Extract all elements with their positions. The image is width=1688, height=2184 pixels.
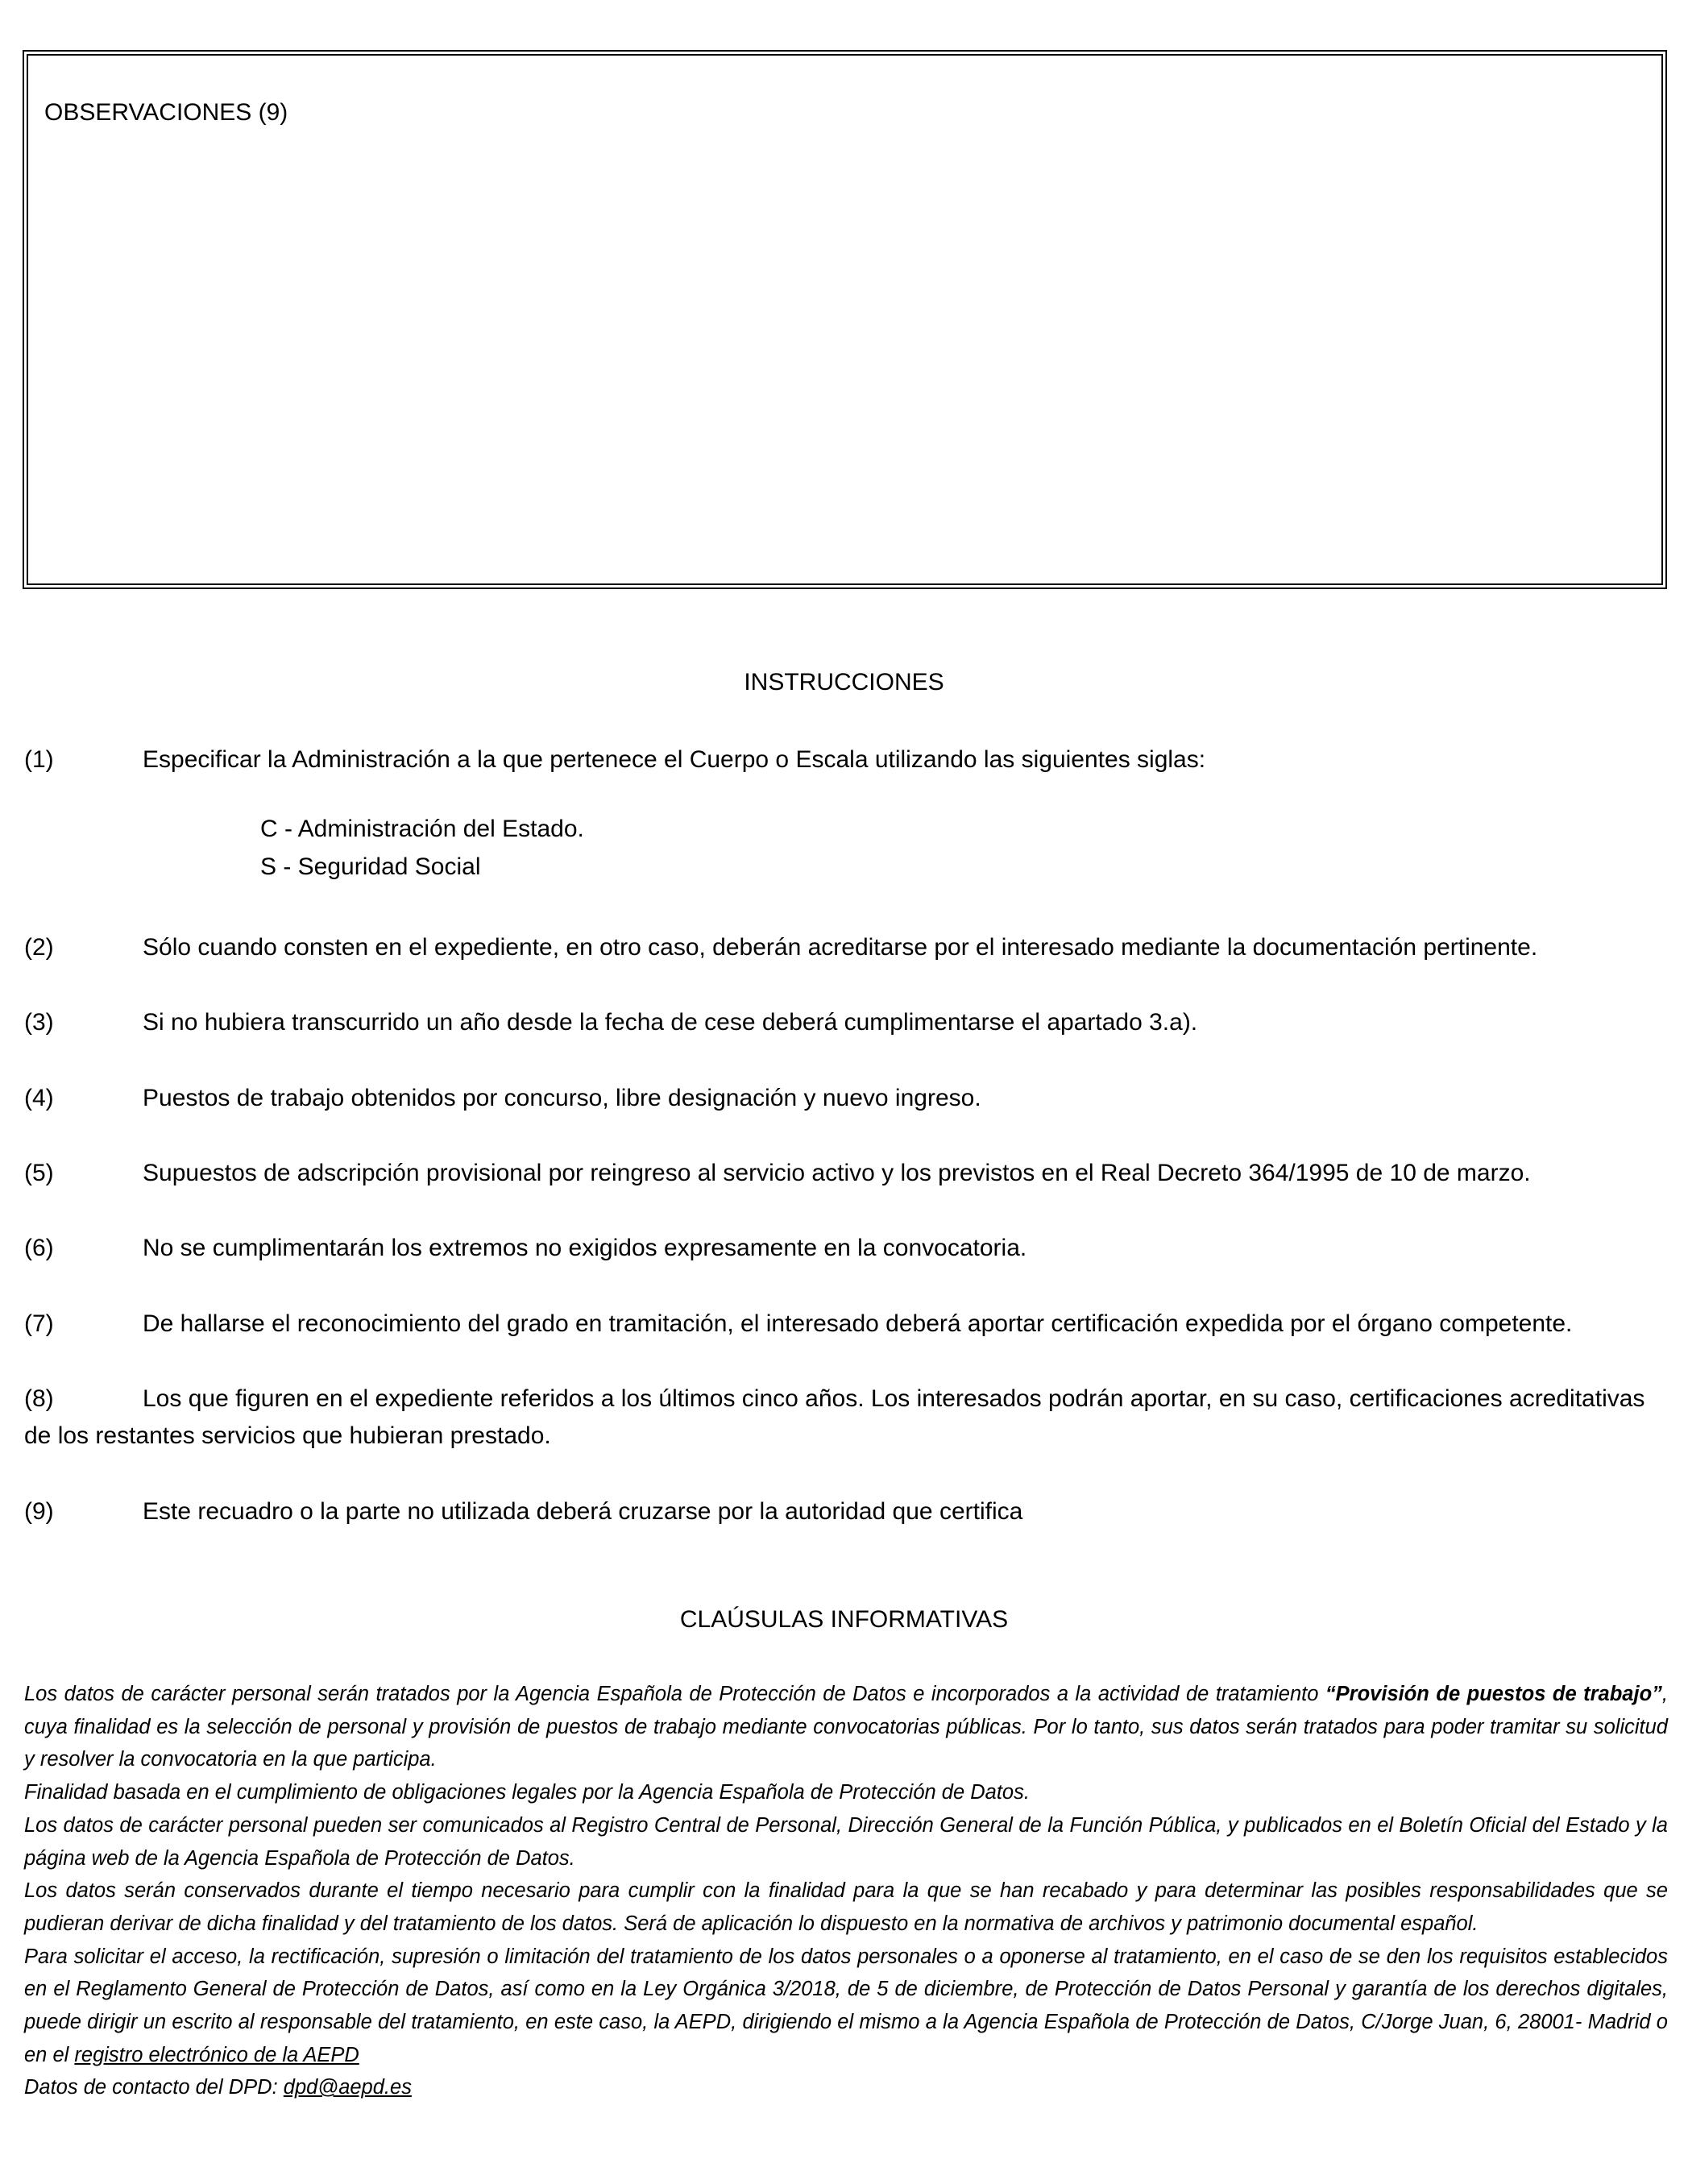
instruccion-text: Supuestos de adscripción provisional por reingreso al servicio activo y los previstos en el Real Decreto 364/1995 de 10 de marzo.: [143, 1160, 1531, 1186]
instruccion-item: [24, 1080, 1668, 1117]
instruccion-number: (2): [24, 934, 54, 961]
instruccion-number: (1): [24, 746, 54, 773]
instruccion-number: (6): [24, 1235, 54, 1261]
instruccion-number: (3): [24, 1009, 54, 1036]
dpd-email-link[interactable]: dpd@aepd.es: [283, 2076, 412, 2099]
clausula-paragraph: Los datos de carácter personal serán tratados por la Agencia Española de Protección de Datos e incorporados a la actividad de tratamiento “Provisión de puestos de trabajo”, cuya finalidad es la selección de personal y provisión de puestos de trabajo mediante convocatorias públicas. Por lo tanto, sus datos serán tratados para poder tramitar su solicitud y resolver la convocatoria en la que participa.: [24, 1683, 1668, 1771]
instruccion-text: De hallarse el reconocimiento del grado en tramitación, el interesado deberá aportar certificación expedida por el órgano competente.: [143, 1310, 1573, 1337]
instruccion-item: [24, 1306, 1668, 1343]
clausula-paragraph: Los datos serán conservados durante el tiempo necesario para cumplir con la finalidad para la que se han recabado y para determinar las posibles responsabilidades que se pudieran derivar de dicha finalidad y del tratamiento de los datos. Será de aplicación lo dispuesto en la normativa de archivos y patrimonio documental español.: [24, 1879, 1668, 1935]
instruccion-number: (7): [24, 1310, 54, 1337]
clausula-paragraph: Para solicitar el acceso, la rectificación, supresión o limitación del tratamiento de los datos personales o a oponerse al tratamiento, en el caso de se den los requisitos establecidos en el Reglamento General de Protección de Datos, así como en la Ley Orgánica 3/2018, de 5 de diciembre, de Protección de Datos Personal y garantía de los derechos digitales, puede dirigir un escrito al responsable del tratamiento, en este caso, la AEPD, dirigiendo el mismo a la Agencia Española de Protección de Datos, C/Jorge Juan, 6, 28001- Madrid o en el registro electrónico de la AEPD: [24, 1945, 1668, 2066]
instruccion-number: (5): [24, 1160, 54, 1186]
instruccion-item: [24, 1230, 1668, 1267]
instruccion-text: Los que figuren en el expediente referidos a los últimos cinco años. Los interesados podrán aportar, en su caso, certificaciones acreditativas de los restantes servicios que hubieran prestado.: [24, 1385, 1645, 1449]
instruccion-number: (8): [24, 1385, 54, 1412]
instruccion-text: Si no hubiera transcurrido un año desde la fecha de cese deberá cumplimentarse el apartado 3.a).: [143, 1009, 1198, 1036]
tratamiento-name: “Provisión de puestos de trabajo”: [1325, 1683, 1662, 1705]
instruccion-text: Sólo cuando consten en el expediente, en otro caso, deberán acreditarse por el interesado mediante la documentación pertinente.: [143, 934, 1538, 961]
observaciones-label: OBSERVACIONES (9): [44, 99, 288, 126]
clausula-paragraph: Datos de contacto del DPD: dpd@aepd.es: [24, 2076, 412, 2099]
observaciones-box: [23, 50, 1667, 589]
instruccion-item: [24, 741, 1668, 779]
sigla-item: C - Administración del Estado.: [260, 816, 584, 842]
registro-electronico-link[interactable]: registro electrónico de la AEPD: [74, 2043, 359, 2066]
clausula-paragraph: Finalidad basada en el cumplimiento de obligaciones legales por la Agencia Española de Protección de Datos.: [24, 1781, 1030, 1804]
instruccion-text: Especificar la Administración a la que pertenece el Cuerpo o Escala utilizando las siguientes siglas:: [143, 746, 1206, 773]
clausula-paragraph: Los datos de carácter personal pueden ser comunicados al Registro Central de Personal, Dirección General de la Función Pública, y publicados en el Boletín Oficial del Estado y la página web de la Agencia Española de Protección de Datos.: [24, 1813, 1668, 1870]
clausulas-body: [24, 1678, 1668, 2104]
instruccion-text: Este recuadro o la parte no utilizada deberá cruzarse por la autoridad que certifica: [143, 1498, 1023, 1525]
instruccion-item: [24, 1493, 1668, 1530]
instruccion-item: [24, 929, 1668, 966]
instruccion-item: [24, 1381, 1668, 1455]
instruccion-number: (9): [24, 1498, 54, 1525]
instruccion-text: No se cumplimentarán los extremos no exigidos expresamente en la convocatoria.: [143, 1235, 1027, 1261]
instruccion-number: (4): [24, 1085, 54, 1111]
instruccion-item: [24, 1004, 1668, 1041]
sigla-item: S - Seguridad Social: [260, 853, 481, 880]
instruccion-item: [24, 1155, 1668, 1192]
clausulas-title: CLAÚSULAS INFORMATIVAS: [679, 1606, 1009, 1633]
instrucciones-title: INSTRUCCIONES: [744, 669, 944, 695]
instruccion-text: Puestos de trabajo obtenidos por concurso, libre designación y nuevo ingreso.: [143, 1085, 981, 1111]
